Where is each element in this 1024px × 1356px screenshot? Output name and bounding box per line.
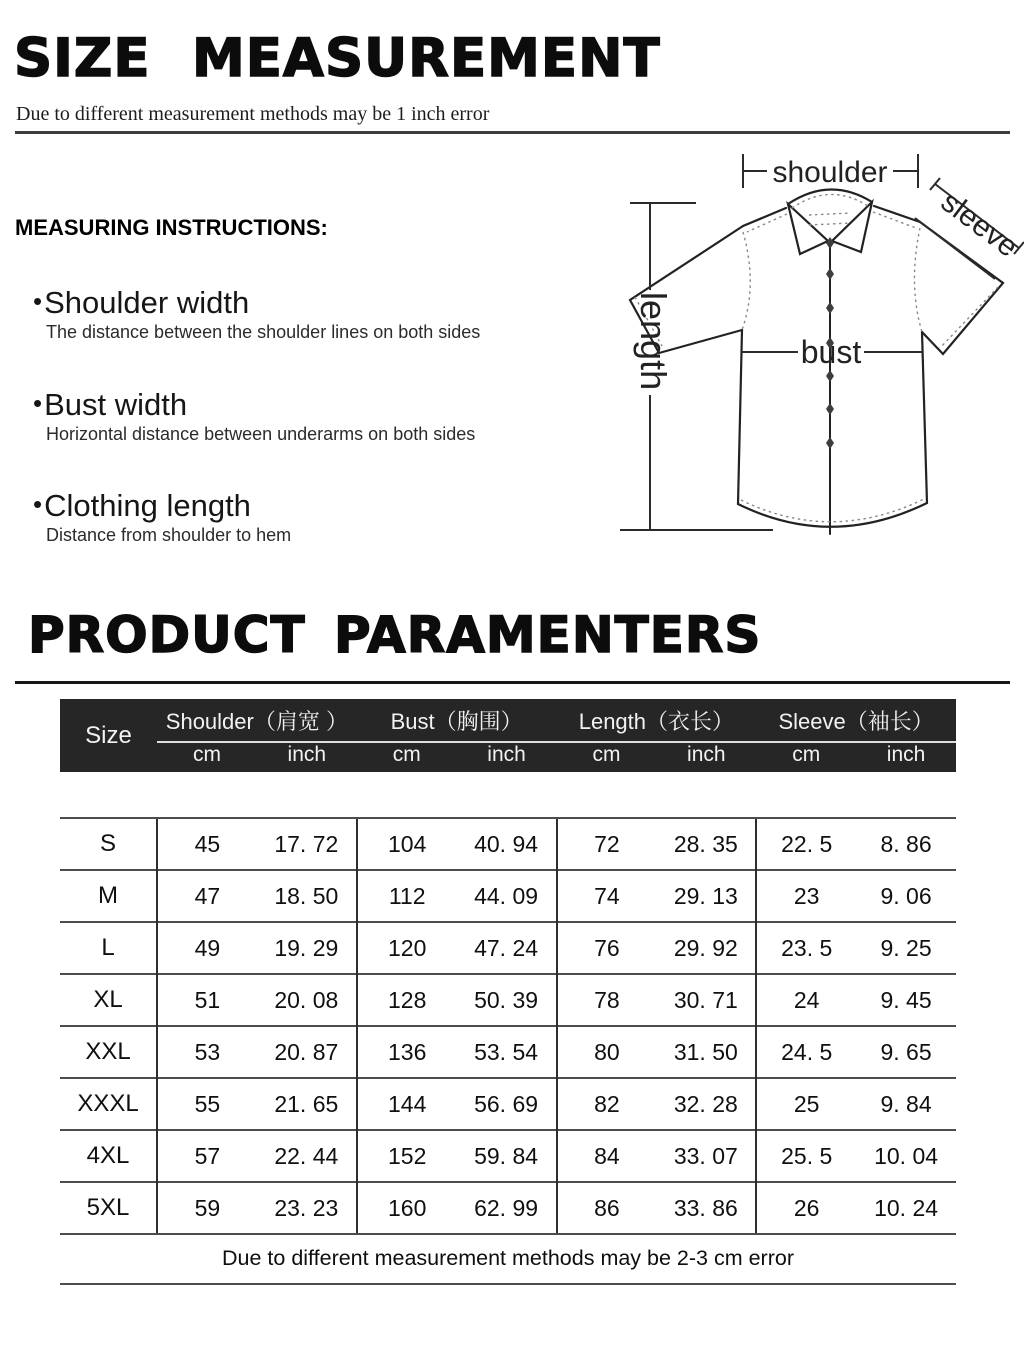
value-cell: 33. 86 [656,1182,756,1234]
value-cell: 33. 07 [656,1130,756,1182]
value-cell: 25 [756,1078,856,1130]
table-row [60,818,956,870]
instruction-term-bust [33,387,187,423]
instruction-desc-bust: Horizontal distance between underarms on both sides [46,424,476,444]
size-chart-table [60,699,956,1235]
value-cell: 32. 28 [656,1078,756,1130]
value-cell: 49 [157,922,257,974]
value-cell: 55 [157,1078,257,1130]
spacer-row [60,772,956,818]
instruction-term-length [33,488,251,524]
size-cell: 5XL [60,1182,157,1234]
shirt-measurement-diagram [595,140,1024,575]
size-cell: S [60,818,157,870]
value-cell: 31. 50 [656,1026,756,1078]
footer-note: Due to different measurement methods may be 2-3 cm error [222,1246,794,1270]
value-cell: 9. 45 [856,974,956,1026]
value-cell: 51 [157,974,257,1026]
value-cell: 24 [756,974,856,1026]
size-cell: XL [60,974,157,1026]
unit-header-inch: inch [656,742,756,772]
value-cell: 86 [557,1182,657,1234]
column-group-length: Length（衣长） [557,699,757,742]
value-cell: 8. 86 [856,818,956,870]
value-cell: 20. 08 [257,974,357,1026]
value-cell: 29. 13 [656,870,756,922]
value-cell: 152 [357,1130,457,1182]
diagram-label-length: length [633,292,674,391]
value-cell: 29. 92 [656,922,756,974]
value-cell: 53. 54 [457,1026,557,1078]
unit-header-inch: inch [856,742,956,772]
size-cell: XXXL [60,1078,157,1130]
table-row [60,1026,956,1078]
divider-top [15,131,1010,134]
value-cell: 80 [557,1026,657,1078]
divider-bottom [60,1283,956,1285]
size-cell: L [60,922,157,974]
table-row [60,1182,956,1234]
divider-section [15,681,1010,684]
value-cell: 22. 44 [257,1130,357,1182]
value-cell: 160 [357,1182,457,1234]
bullet-icon: • [33,489,43,519]
diagram-label-sleeve: sleeve [934,185,1024,264]
instruction-term-shoulder [33,285,249,321]
shirt-diagram-svg [595,140,1024,570]
value-cell: 26 [756,1182,856,1234]
value-cell: 84 [557,1130,657,1182]
value-cell: 9. 84 [856,1078,956,1130]
value-cell: 10. 24 [856,1182,956,1234]
unit-header-cm: cm [557,742,657,772]
value-cell: 144 [357,1078,457,1130]
value-cell: 74 [557,870,657,922]
value-cell: 136 [357,1026,457,1078]
value-cell: 22. 5 [756,818,856,870]
value-cell: 104 [357,818,457,870]
size-cell: M [60,870,157,922]
value-cell: 72 [557,818,657,870]
instruction-term-label: Bust width [44,387,188,422]
unit-header-inch: inch [257,742,357,772]
value-cell: 9. 65 [856,1026,956,1078]
value-cell: 50. 39 [457,974,557,1026]
bullet-icon: • [33,388,43,418]
size-chart-header [60,699,956,772]
value-cell: 57 [157,1130,257,1182]
diagram-label-bust: bust [800,334,862,370]
value-cell: 23. 23 [257,1182,357,1234]
size-cell: XXL [60,1026,157,1078]
value-cell: 78 [557,974,657,1026]
value-cell: 45 [157,818,257,870]
value-cell: 28. 35 [656,818,756,870]
size-table-body [60,772,956,1234]
value-cell: 19. 29 [257,922,357,974]
unit-header-cm: cm [157,742,257,772]
instruction-term-label: Clothing length [44,488,251,523]
value-cell: 59. 84 [457,1130,557,1182]
value-cell: 82 [557,1078,657,1130]
value-cell: 59 [157,1182,257,1234]
value-cell: 47. 24 [457,922,557,974]
size-cell: 4XL [60,1130,157,1182]
table-row [60,974,956,1026]
value-cell: 53 [157,1026,257,1078]
value-cell: 18. 50 [257,870,357,922]
instructions-heading: MEASURING INSTRUCTIONS: [15,215,328,240]
value-cell: 30. 71 [656,974,756,1026]
instruction-desc-length: Distance from shoulder to hem [46,525,292,545]
section-title-product-parameters: PRODUCT PARAMENTERS [28,606,762,664]
column-group-bust: Bust（胸围） [357,699,557,742]
value-cell: 47 [157,870,257,922]
unit-header-cm: cm [756,742,856,772]
page-title: SIZE MEASUREMENT [14,28,661,89]
value-cell: 24. 5 [756,1026,856,1078]
value-cell: 112 [357,870,457,922]
value-cell: 44. 09 [457,870,557,922]
value-cell: 23 [756,870,856,922]
diagram-label-shoulder: shoulder [772,156,888,189]
column-header-size: Size [60,699,157,772]
value-cell: 17. 72 [257,818,357,870]
table-row [60,1078,956,1130]
value-cell: 120 [357,922,457,974]
value-cell: 25. 5 [756,1130,856,1182]
table-row [60,870,956,922]
table-row [60,1130,956,1182]
value-cell: 23. 5 [756,922,856,974]
value-cell: 128 [357,974,457,1026]
unit-header-inch: inch [457,742,557,772]
instruction-term-label: Shoulder width [44,285,250,320]
value-cell: 9. 25 [856,922,956,974]
page-subtitle: Due to different measurement methods may be 1 inch error [16,103,490,125]
value-cell: 20. 87 [257,1026,357,1078]
column-group-shoulder: Shoulder（肩宽 ） [157,699,357,742]
table-row [60,922,956,974]
instruction-desc-shoulder: The distance between the shoulder lines on both sides [46,322,481,342]
column-group-sleeve: Sleeve（袖长） [756,699,956,742]
value-cell: 21. 65 [257,1078,357,1130]
unit-header-cm: cm [357,742,457,772]
value-cell: 62. 99 [457,1182,557,1234]
value-cell: 40. 94 [457,818,557,870]
bullet-icon: • [33,286,43,316]
value-cell: 9. 06 [856,870,956,922]
value-cell: 10. 04 [856,1130,956,1182]
value-cell: 56. 69 [457,1078,557,1130]
value-cell: 76 [557,922,657,974]
